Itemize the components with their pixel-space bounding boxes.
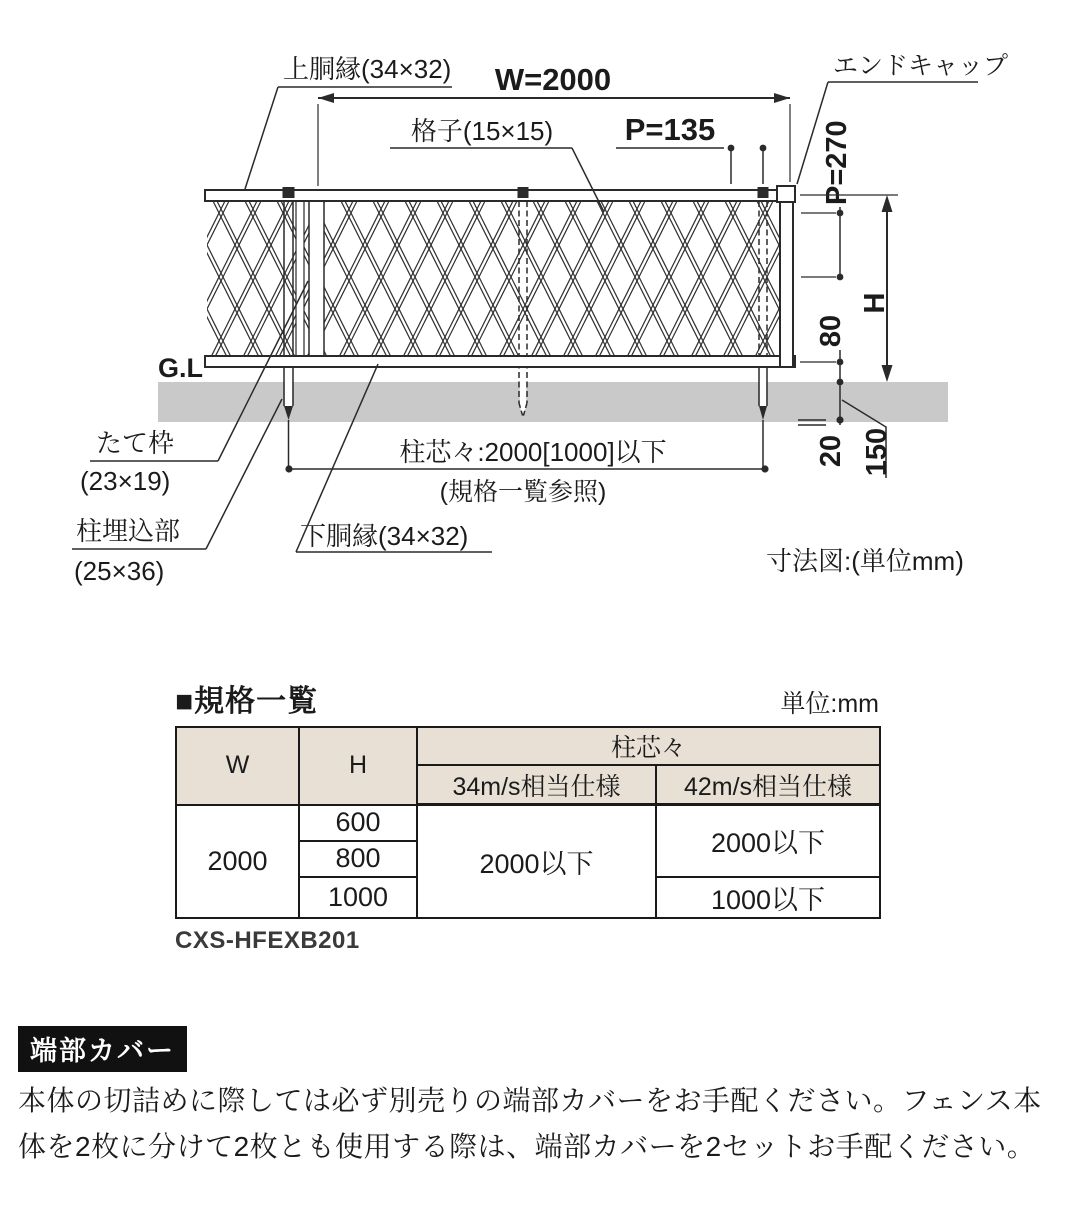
spec-table-title: ■規格一覧: [175, 685, 319, 718]
col-header-spec34: 34m/s相当仕様: [417, 765, 656, 805]
vertical-pitch-label: P=270: [821, 120, 853, 205]
height-dimension: [800, 195, 898, 382]
end-cover-note-section: [18, 1026, 1050, 1170]
post-spacing-ref-label: (規格一覧参照): [439, 478, 607, 506]
cell-h-600: 600: [299, 805, 417, 841]
pitch-dimension-label: P=135: [624, 112, 716, 147]
cell-h-1000: 1000: [299, 877, 417, 918]
cell-w-2000: 2000: [176, 805, 299, 918]
end-cover-note-text: 本体の切詰めに際しては必ず別売りの端部カバーをお手配ください。フェンス本体を2枚に分けて2枚とも使用する際は、端部カバーを2セットお手配ください。: [18, 1085, 1042, 1162]
foundation-depth-label: 150: [861, 427, 893, 477]
width-dimension: [318, 93, 790, 186]
cell-spec42-600-800: 2000以下: [656, 805, 880, 877]
lattice-label: 格子(15×15): [410, 116, 554, 146]
col-header-post-spacing: 柱芯々: [417, 727, 880, 765]
cell-h-800: 800: [299, 841, 417, 877]
end-cap-label: エンドキャップ: [833, 52, 1009, 80]
col-header-h: H: [299, 727, 417, 805]
post-embed-label: 柱埋込部: [76, 516, 181, 546]
model-number: CXS-HFEXB201: [175, 926, 360, 954]
cell-spec34-value: 2000以下: [417, 805, 656, 918]
end-cover-badge: 端部カバー: [18, 1026, 187, 1072]
lattice-panel: [207, 201, 793, 356]
spec-table-section: [175, 676, 879, 955]
spec-table: [175, 726, 881, 919]
post-spacing-label: 柱芯々:2000[1000]以下: [399, 437, 667, 467]
col-header-spec42: 42m/s相当仕様: [656, 765, 880, 805]
bottom-rail-label: 下胴縁(34×32): [300, 521, 469, 551]
top-rail-label: 上胴縁(34×32): [283, 54, 452, 84]
spec-table-header-row: [175, 676, 879, 720]
cell-spec42-1000: 1000以下: [656, 877, 880, 918]
col-header-w: W: [176, 727, 299, 805]
post-embed-size-label: (25×36): [74, 556, 165, 586]
spec-table-unit: 単位:mm: [780, 690, 879, 718]
vertical-frame-member: [309, 190, 324, 367]
ground-band: [158, 382, 948, 422]
vertical-frame-label: たて枠: [96, 428, 175, 458]
height-dimension-label: H: [859, 292, 891, 314]
vertical-frame-size-label: (23×19): [80, 466, 171, 496]
ground-level-label: G.L: [158, 353, 203, 383]
drawing-caption: 寸法図:(単位mm): [766, 546, 964, 576]
end-cap-part: [777, 186, 795, 202]
vertical-pitch-dimension: [801, 207, 843, 280]
panel-joint-left-frame: [296, 201, 304, 356]
width-dimension-label: W=2000: [494, 62, 612, 97]
bottom-rail: [205, 356, 795, 367]
right-frame: [780, 190, 793, 367]
bottom-clearance-label: 80: [815, 314, 847, 348]
pitch-dimension: [616, 145, 766, 184]
embed-clearance-label: 20: [815, 434, 847, 468]
